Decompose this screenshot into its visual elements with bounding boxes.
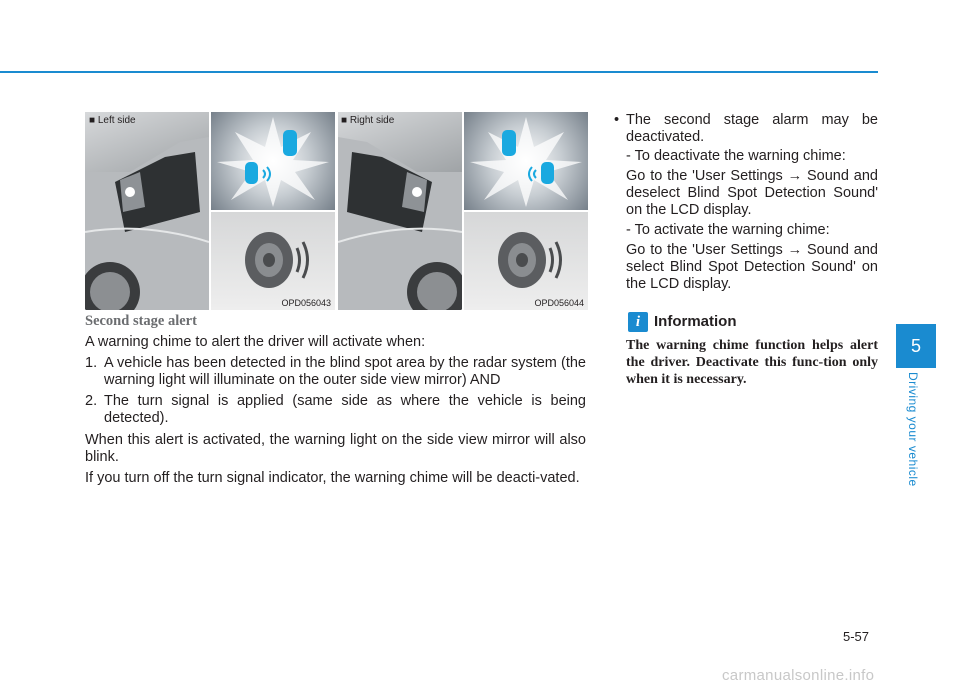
vehicle-radar-icon (464, 112, 588, 210)
radar-screen-image (464, 112, 588, 210)
info-text: The warning chime function helps alert the driver. Deactivate this func-tion only when it is necessary. (626, 338, 878, 387)
speaker-image (211, 212, 335, 310)
left-side-panel (85, 112, 335, 310)
info-icon: i (628, 312, 648, 332)
info-title: Information (654, 313, 737, 330)
bullet-text: The second stage alarm may be deactivated. (626, 112, 878, 145)
right-side-panel (338, 112, 588, 310)
speaker-icon (211, 212, 335, 310)
left-side-label: ■ Left side (89, 115, 136, 126)
radar-screen-image (211, 112, 335, 210)
speaker-icon (464, 212, 588, 310)
car-mirror-image (85, 112, 209, 310)
list-number: 1. (85, 355, 98, 371)
right-figure-code: OPD056044 (534, 298, 584, 308)
activate-title: - To activate the warning chime: (626, 222, 830, 238)
left-figure-code: OPD056043 (281, 298, 331, 308)
right-side-label: ■ Right side (341, 115, 395, 126)
list-text: The turn signal is applied (same side as where the vehicle is being detected). (104, 393, 586, 426)
car-icon (338, 112, 462, 310)
bullet-dot: • (614, 112, 620, 128)
speaker-image (464, 212, 588, 310)
watermark: carmanualsonline.info (722, 667, 875, 684)
chapter-label-wrap (896, 372, 936, 502)
list-item (85, 355, 586, 389)
list-number: 2. (85, 393, 98, 409)
bullet-item (614, 112, 878, 146)
blind-spot-figure (85, 112, 588, 310)
list-text: A vehicle has been detected in the blind spot area by the radar system (the warning light will illuminate on the outer side view mirror) AND (104, 355, 586, 388)
deactivate-title: - To deactivate the warning chime: (626, 148, 846, 164)
paragraph: When this alert is activated, the warning light on the side view mirror will also blink. (85, 432, 586, 465)
page-number: 5-57 (843, 629, 870, 644)
vehicle-radar-icon (211, 112, 335, 210)
deactivate-text: Go to the 'User Settings → Sound and deselect Blind Spot Detection Sound' on the LCD display. (626, 168, 878, 218)
car-mirror-image (338, 112, 462, 310)
paragraph: If you turn off the turn signal indicator, the warning chime will be deacti-vated. (85, 470, 580, 486)
chapter-label: Driving your vehicle (906, 372, 920, 487)
section-heading: Second stage alert (85, 313, 197, 329)
intro-text: A warning chime to alert the driver will activate when: (85, 334, 426, 350)
activate-text: Go to the 'User Settings → Sound and select Blind Spot Detection Sound' on the LCD display. (626, 242, 878, 292)
list-item (85, 393, 586, 427)
chapter-tab: 5 (896, 324, 936, 368)
top-rule (0, 71, 878, 73)
car-icon (85, 112, 209, 310)
